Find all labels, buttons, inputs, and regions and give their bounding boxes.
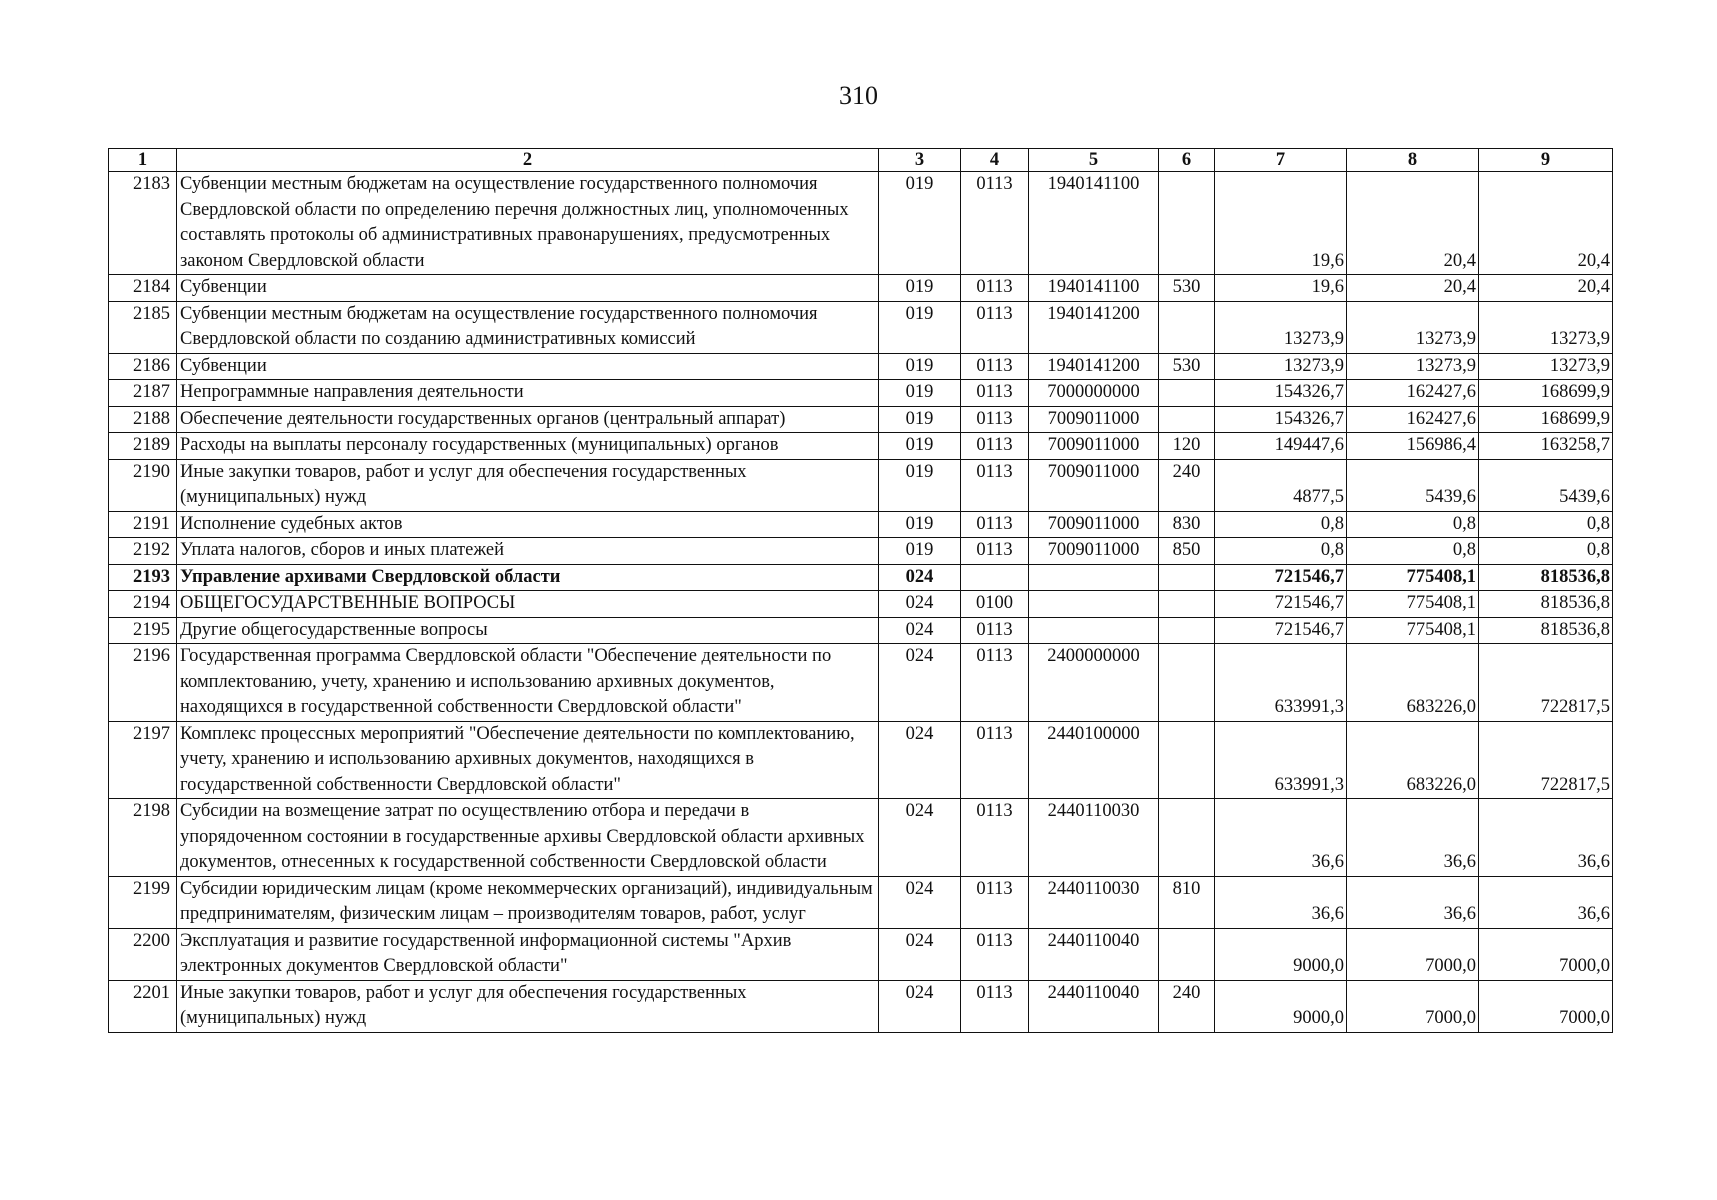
row-value-col9: 5439,6 (1479, 459, 1613, 511)
row-target-code: 7009011000 (1029, 433, 1159, 460)
row-value-col8: 7000,0 (1347, 928, 1479, 980)
row-expense-type (1159, 928, 1215, 980)
row-value-col9: 818536,8 (1479, 617, 1613, 644)
row-section-code: 0113 (961, 380, 1029, 407)
row-name: Государственная программа Свердловской области "Обеспечение деятельности по комплектованию, учету, хранению и использованию архивных документов, находящихся в государственной собственности Свердловской области" (177, 644, 879, 722)
row-name: Иные закупки товаров, работ и услуг для обеспечения государственных (муниципальных) нужд (177, 459, 879, 511)
row-number: 2186 (109, 353, 177, 380)
row-section-code: 0113 (961, 538, 1029, 565)
row-value-col8: 13273,9 (1347, 301, 1479, 353)
row-ministry-code: 019 (879, 275, 961, 302)
row-value-col9: 7000,0 (1479, 928, 1613, 980)
row-value-col8: 775408,1 (1347, 591, 1479, 618)
row-expense-type: 810 (1159, 876, 1215, 928)
row-value-col7: 36,6 (1215, 876, 1347, 928)
row-target-code (1029, 617, 1159, 644)
table-row (109, 459, 1613, 511)
row-ministry-code: 024 (879, 980, 961, 1032)
budget-table (108, 148, 1613, 1033)
row-value-col9: 0,8 (1479, 511, 1613, 538)
row-value-col7: 633991,3 (1215, 644, 1347, 722)
row-value-col8: 683226,0 (1347, 721, 1479, 799)
row-section-code: 0113 (961, 511, 1029, 538)
row-value-col9: 13273,9 (1479, 353, 1613, 380)
row-section-code: 0113 (961, 406, 1029, 433)
row-number: 2195 (109, 617, 177, 644)
row-number: 2187 (109, 380, 177, 407)
row-expense-type (1159, 617, 1215, 644)
row-section-code: 0113 (961, 433, 1029, 460)
row-name: Субсидии юридическим лицам (кроме некоммерческих организаций), индивидуальным предпринимателям, физическим лицам – производителям товаров, работ, услуг (177, 876, 879, 928)
header-col-7: 7 (1215, 149, 1347, 172)
row-value-col8: 36,6 (1347, 876, 1479, 928)
row-ministry-code: 024 (879, 928, 961, 980)
row-name: Комплекс процессных мероприятий "Обеспечение деятельности по комплектованию, учету, хранению и использованию архивных документов, находящихся в государственной собственности Свердловской области" (177, 721, 879, 799)
row-value-col8: 5439,6 (1347, 459, 1479, 511)
row-section-code: 0113 (961, 721, 1029, 799)
row-value-col8: 775408,1 (1347, 617, 1479, 644)
table-row (109, 275, 1613, 302)
row-value-col9: 7000,0 (1479, 980, 1613, 1032)
row-value-col9: 168699,9 (1479, 406, 1613, 433)
row-section-code: 0113 (961, 459, 1029, 511)
row-expense-type (1159, 721, 1215, 799)
row-target-code: 2440110040 (1029, 928, 1159, 980)
row-number: 2194 (109, 591, 177, 618)
row-name: Иные закупки товаров, работ и услуг для обеспечения государственных (муниципальных) нужд (177, 980, 879, 1032)
row-expense-type (1159, 380, 1215, 407)
row-expense-type: 530 (1159, 275, 1215, 302)
row-name: Субвенции местным бюджетам на осуществление государственного полномочия Свердловской области по определению перечня должностных лиц, уполномоченных составлять протоколы об административных правонарушениях, предусмотренных законом Свердловской области (177, 172, 879, 275)
row-expense-type (1159, 172, 1215, 275)
row-name: ОБЩЕГОСУДАРСТВЕННЫЕ ВОПРОСЫ (177, 591, 879, 618)
row-value-col8: 13273,9 (1347, 353, 1479, 380)
row-value-col8: 683226,0 (1347, 644, 1479, 722)
header-col-3: 3 (879, 149, 961, 172)
row-name: Расходы на выплаты персоналу государственных (муниципальных) органов (177, 433, 879, 460)
row-number: 2197 (109, 721, 177, 799)
row-value-col9: 818536,8 (1479, 564, 1613, 591)
row-name: Эксплуатация и развитие государственной информационной системы "Архив электронных документов Свердловской области" (177, 928, 879, 980)
row-name: Другие общегосударственные вопросы (177, 617, 879, 644)
row-value-col9: 13273,9 (1479, 301, 1613, 353)
row-value-col7: 19,6 (1215, 172, 1347, 275)
table-row (109, 301, 1613, 353)
row-ministry-code: 024 (879, 591, 961, 618)
row-number: 2201 (109, 980, 177, 1032)
row-name: Управление архивами Свердловской области (177, 564, 879, 591)
row-value-col8: 162427,6 (1347, 406, 1479, 433)
row-target-code: 7009011000 (1029, 459, 1159, 511)
row-ministry-code: 024 (879, 876, 961, 928)
table-row (109, 721, 1613, 799)
table-row (109, 591, 1613, 618)
row-number: 2192 (109, 538, 177, 565)
row-value-col8: 7000,0 (1347, 980, 1479, 1032)
row-value-col8: 36,6 (1347, 799, 1479, 877)
table-row (109, 538, 1613, 565)
row-expense-type: 530 (1159, 353, 1215, 380)
row-number: 2198 (109, 799, 177, 877)
header-col-2: 2 (177, 149, 879, 172)
row-number: 2184 (109, 275, 177, 302)
row-ministry-code: 019 (879, 459, 961, 511)
header-col-5: 5 (1029, 149, 1159, 172)
row-name: Субвенции (177, 275, 879, 302)
row-section-code: 0113 (961, 301, 1029, 353)
row-value-col9: 20,4 (1479, 172, 1613, 275)
row-name: Исполнение судебных актов (177, 511, 879, 538)
row-value-col7: 19,6 (1215, 275, 1347, 302)
row-target-code: 7009011000 (1029, 538, 1159, 565)
header-col-1: 1 (109, 149, 177, 172)
row-target-code: 2440110030 (1029, 876, 1159, 928)
table-row (109, 617, 1613, 644)
row-value-col9: 20,4 (1479, 275, 1613, 302)
page-number: 310 (839, 81, 878, 110)
header-col-4: 4 (961, 149, 1029, 172)
row-value-col8: 20,4 (1347, 172, 1479, 275)
row-section-code: 0113 (961, 644, 1029, 722)
row-ministry-code: 024 (879, 644, 961, 722)
row-value-col8: 775408,1 (1347, 564, 1479, 591)
row-target-code: 1940141200 (1029, 301, 1159, 353)
row-target-code: 2400000000 (1029, 644, 1159, 722)
row-value-col9: 163258,7 (1479, 433, 1613, 460)
row-target-code: 7000000000 (1029, 380, 1159, 407)
row-name: Субсидии на возмещение затрат по осуществлению отбора и передачи в упорядоченном состоянии в государственные архивы Свердловской области архивных документов, отнесенных к государственной собственности Свердловской области (177, 799, 879, 877)
row-value-col7: 13273,9 (1215, 353, 1347, 380)
row-ministry-code: 019 (879, 353, 961, 380)
row-target-code: 1940141100 (1029, 275, 1159, 302)
row-section-code: 0113 (961, 275, 1029, 302)
row-number: 2191 (109, 511, 177, 538)
row-section-code: 0113 (961, 799, 1029, 877)
table-row (109, 353, 1613, 380)
row-expense-type: 850 (1159, 538, 1215, 565)
row-target-code: 7009011000 (1029, 406, 1159, 433)
row-section-code: 0113 (961, 876, 1029, 928)
table-row (109, 980, 1613, 1032)
header-col-9: 9 (1479, 149, 1613, 172)
row-ministry-code: 019 (879, 172, 961, 275)
row-value-col9: 722817,5 (1479, 721, 1613, 799)
row-value-col8: 162427,6 (1347, 380, 1479, 407)
row-value-col8: 156986,4 (1347, 433, 1479, 460)
row-number: 2196 (109, 644, 177, 722)
row-value-col9: 168699,9 (1479, 380, 1613, 407)
row-name: Субвенции (177, 353, 879, 380)
row-name: Субвенции местным бюджетам на осуществление государственного полномочия Свердловской области по созданию административных комиссий (177, 301, 879, 353)
row-target-code: 1940141200 (1029, 353, 1159, 380)
row-value-col7: 721546,7 (1215, 617, 1347, 644)
row-number: 2200 (109, 928, 177, 980)
row-number: 2185 (109, 301, 177, 353)
row-value-col9: 818536,8 (1479, 591, 1613, 618)
table-row (109, 172, 1613, 275)
row-number: 2193 (109, 564, 177, 591)
row-ministry-code: 019 (879, 511, 961, 538)
row-section-code (961, 564, 1029, 591)
header-col-8: 8 (1347, 149, 1479, 172)
row-value-col7: 154326,7 (1215, 406, 1347, 433)
row-expense-type: 240 (1159, 459, 1215, 511)
row-number: 2188 (109, 406, 177, 433)
row-value-col7: 633991,3 (1215, 721, 1347, 799)
row-number: 2190 (109, 459, 177, 511)
row-section-code: 0113 (961, 172, 1029, 275)
row-target-code: 2440100000 (1029, 721, 1159, 799)
row-value-col7: 721546,7 (1215, 591, 1347, 618)
row-target-code: 2440110030 (1029, 799, 1159, 877)
table-row (109, 876, 1613, 928)
row-ministry-code: 024 (879, 617, 961, 644)
row-number: 2199 (109, 876, 177, 928)
row-target-code (1029, 564, 1159, 591)
row-value-col7: 721546,7 (1215, 564, 1347, 591)
table-row (109, 511, 1613, 538)
row-section-code: 0100 (961, 591, 1029, 618)
row-target-code: 2440110040 (1029, 980, 1159, 1032)
row-value-col9: 36,6 (1479, 876, 1613, 928)
row-expense-type (1159, 301, 1215, 353)
table-row (109, 928, 1613, 980)
row-value-col9: 0,8 (1479, 538, 1613, 565)
header-row (109, 149, 1613, 172)
row-ministry-code: 019 (879, 301, 961, 353)
row-value-col9: 722817,5 (1479, 644, 1613, 722)
row-ministry-code: 024 (879, 721, 961, 799)
table-row (109, 380, 1613, 407)
row-value-col8: 0,8 (1347, 511, 1479, 538)
table-row (109, 433, 1613, 460)
row-value-col7: 0,8 (1215, 538, 1347, 565)
row-number: 2183 (109, 172, 177, 275)
row-ministry-code: 024 (879, 564, 961, 591)
row-value-col7: 36,6 (1215, 799, 1347, 877)
row-ministry-code: 019 (879, 538, 961, 565)
row-expense-type: 240 (1159, 980, 1215, 1032)
row-ministry-code: 019 (879, 380, 961, 407)
row-value-col9: 36,6 (1479, 799, 1613, 877)
row-value-col7: 4877,5 (1215, 459, 1347, 511)
row-expense-type (1159, 406, 1215, 433)
row-value-col7: 13273,9 (1215, 301, 1347, 353)
row-section-code: 0113 (961, 928, 1029, 980)
table-row (109, 799, 1613, 877)
row-name: Обеспечение деятельности государственных органов (центральный аппарат) (177, 406, 879, 433)
row-target-code (1029, 591, 1159, 618)
row-value-col8: 0,8 (1347, 538, 1479, 565)
row-ministry-code: 024 (879, 799, 961, 877)
row-ministry-code: 019 (879, 406, 961, 433)
row-target-code: 7009011000 (1029, 511, 1159, 538)
row-ministry-code: 019 (879, 433, 961, 460)
table-row (109, 564, 1613, 591)
row-expense-type (1159, 564, 1215, 591)
row-value-col7: 149447,6 (1215, 433, 1347, 460)
header-col-6: 6 (1159, 149, 1215, 172)
row-number: 2189 (109, 433, 177, 460)
row-value-col7: 0,8 (1215, 511, 1347, 538)
row-expense-type (1159, 799, 1215, 877)
row-expense-type: 830 (1159, 511, 1215, 538)
row-section-code: 0113 (961, 617, 1029, 644)
row-value-col7: 9000,0 (1215, 928, 1347, 980)
row-section-code: 0113 (961, 980, 1029, 1032)
row-expense-type (1159, 591, 1215, 618)
row-value-col7: 154326,7 (1215, 380, 1347, 407)
row-value-col8: 20,4 (1347, 275, 1479, 302)
table-row (109, 644, 1613, 722)
table-row (109, 406, 1613, 433)
row-section-code: 0113 (961, 353, 1029, 380)
row-expense-type (1159, 644, 1215, 722)
row-name: Непрограммные направления деятельности (177, 380, 879, 407)
row-value-col7: 9000,0 (1215, 980, 1347, 1032)
row-name: Уплата налогов, сборов и иных платежей (177, 538, 879, 565)
row-target-code: 1940141100 (1029, 172, 1159, 275)
row-expense-type: 120 (1159, 433, 1215, 460)
table-body (109, 172, 1613, 1033)
